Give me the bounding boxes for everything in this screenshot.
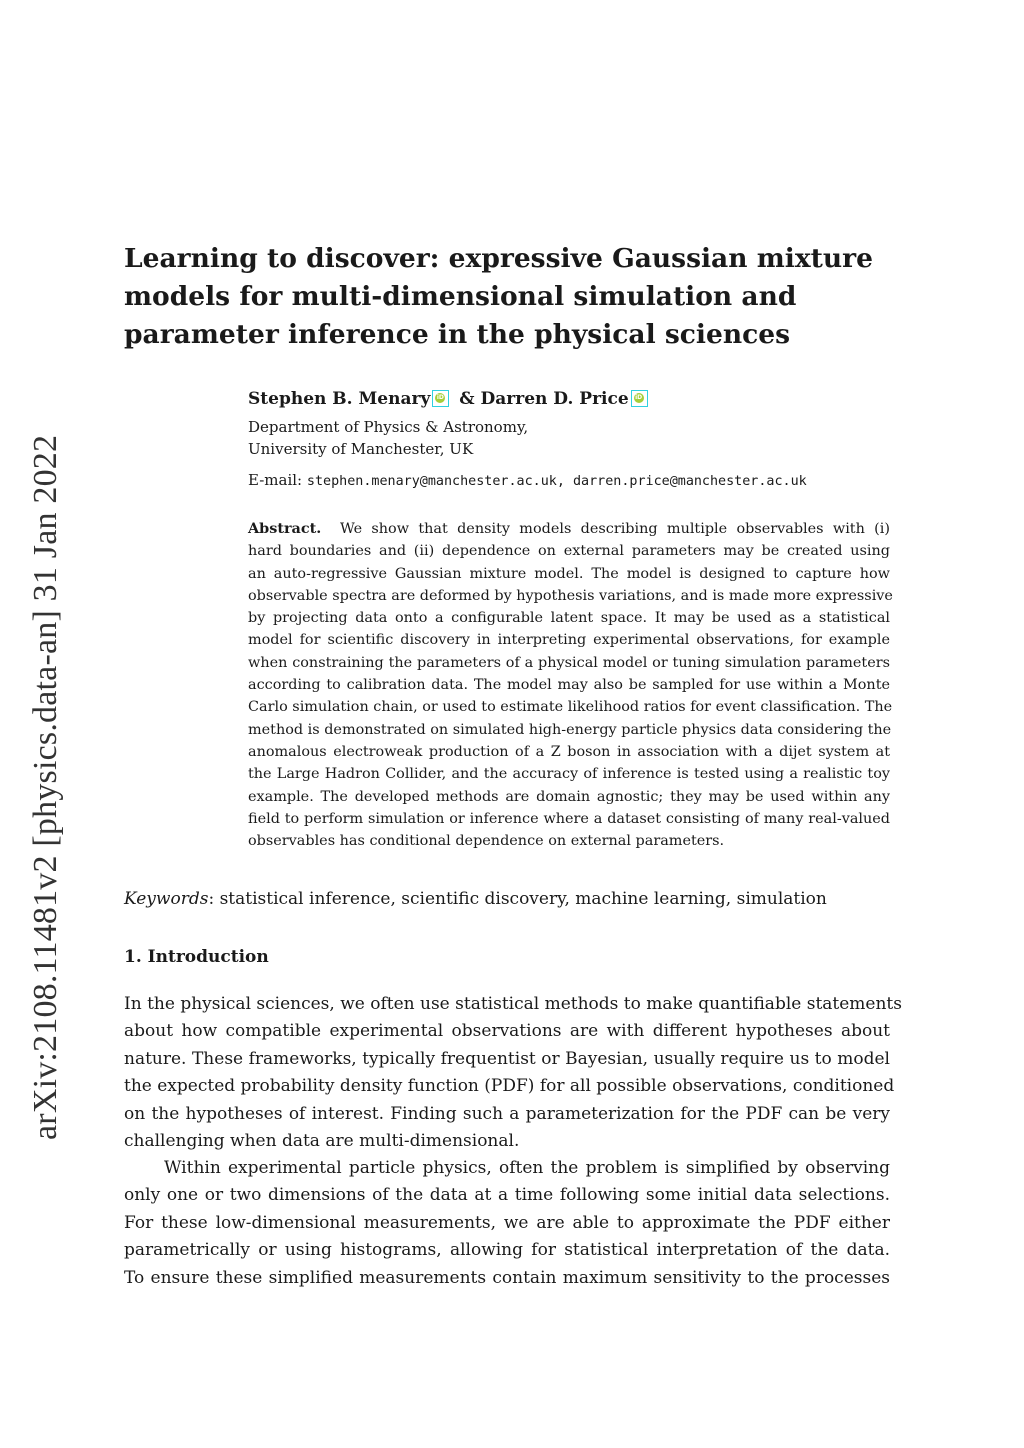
author-list [248,384,652,414]
abstract-text: We show that density models describing multiple observables with (i) [339,521,890,537]
affiliation-line: Department of Physics & Astronomy, [248,418,529,436]
orcid-icon-glyph: iD [635,394,643,401]
paragraph-line: on the hypotheses of interest. Finding such a parameterization for the PDF can be very [124,1103,890,1124]
abstract-line: example. The developed methods are domain agnostic; they may be used within any [248,788,890,805]
abstract-line: when constraining the parameters of a physical model or tuning simulation parameters [248,654,890,671]
paragraph-line: For these low-dimensional measurements, we are able to approximate the PDF either [124,1212,890,1233]
abstract-line: an auto-regressive Gaussian mixture model. The model is designed to capture how [248,565,890,582]
paragraph-line: about how compatible experimental observations are with different hypotheses about [124,1021,890,1042]
orcid-icon[interactable] [432,390,449,407]
abstract-line: anomalous electroweak production of a Z boson in association with a dijet system at [248,743,890,760]
abstract-line: field to perform simulation or inference where a dataset consisting of many real-valued [248,810,890,827]
keywords [124,886,827,912]
paragraph-line: Within experimental particle physics, often the problem is simplified by observing [164,1158,890,1178]
title-line: Learning to discover: expressive Gaussian mixture [124,243,873,274]
abstract [248,518,893,852]
abstract-line: Carlo simulation chain, or used to estimate likelihood ratios for event classification. The [248,699,893,716]
paragraph-line: In the physical sciences, we often use statistical methods to make quantifiable statements [124,994,902,1014]
section-heading: 1. Introduction [124,947,269,967]
paragraph-line: challenging when data are multi-dimensional. [124,1130,520,1151]
paragraph-line: parametrically or using histograms, allowing for statistical interpretation of the data. [124,1240,890,1261]
abstract-line: observables has conditional dependence on external parameters. [248,833,725,850]
paragraph-line: nature. These frameworks, typically frequentist or Bayesian, usually require us to model [124,1048,890,1069]
author-separator: & [459,389,475,409]
email-addresses[interactable]: stephen.menary@manchester.ac.uk, darren.price@manchester.ac.uk [306,474,807,489]
title-line: models for multi-dimensional simulation and [124,281,797,312]
title-line: parameter inference in the physical sciences [124,319,791,350]
orcid-icon-glyph: iD [436,394,444,401]
arxiv-stamp: arXiv:2108.11481v2 [physics.data-an] 31 Jan 2022 [27,434,64,1140]
paragraph-line: only one or two dimensions of the data at a time following some initial data selections. [124,1185,890,1206]
abstract-line: observable spectra are deformed by hypothesis variations, and is made more expressive [248,587,893,604]
paragraph-line: the expected probability density function (PDF) for all possible observations, conditioned [124,1076,895,1097]
keywords-label: Keywords [124,889,209,909]
paragraph-line: To ensure these simplified measurements contain maximum sensitivity to the processes [124,1267,890,1288]
email-line [248,469,807,493]
affiliation-line: University of Manchester, UK [248,440,474,458]
abstract-line: method is demonstrated on simulated high-energy particle physics data considering the [248,721,892,738]
keywords-text: : statistical inference, scientific discovery, machine learning, simulation [208,889,827,909]
abstract-line: the Large Hadron Collider, and the accuracy of inference is tested using a realistic toy [248,766,890,783]
author-name: Stephen B. Menary [248,389,431,409]
abstract-line [248,518,890,540]
affiliation [248,416,528,460]
abstract-heading: Abstract. [248,520,322,537]
orcid-icon[interactable] [631,390,648,407]
abstract-line: model for scientific discovery in interpreting experimental observations, for example [248,632,890,649]
abstract-line: hard boundaries and (ii) dependence on external parameters may be created using [248,543,890,560]
abstract-line: according to calibration data. The model may also be sampled for use within a Monte [248,677,890,694]
email-label: E-mail: [248,471,303,489]
intro-paragraph [124,1155,890,1292]
paper-title [124,240,884,354]
author-name: Darren D. Price [480,389,629,409]
intro-paragraph [124,991,902,1155]
abstract-line: by projecting data onto a configurable latent space. It may be used as a statistical [248,610,890,627]
